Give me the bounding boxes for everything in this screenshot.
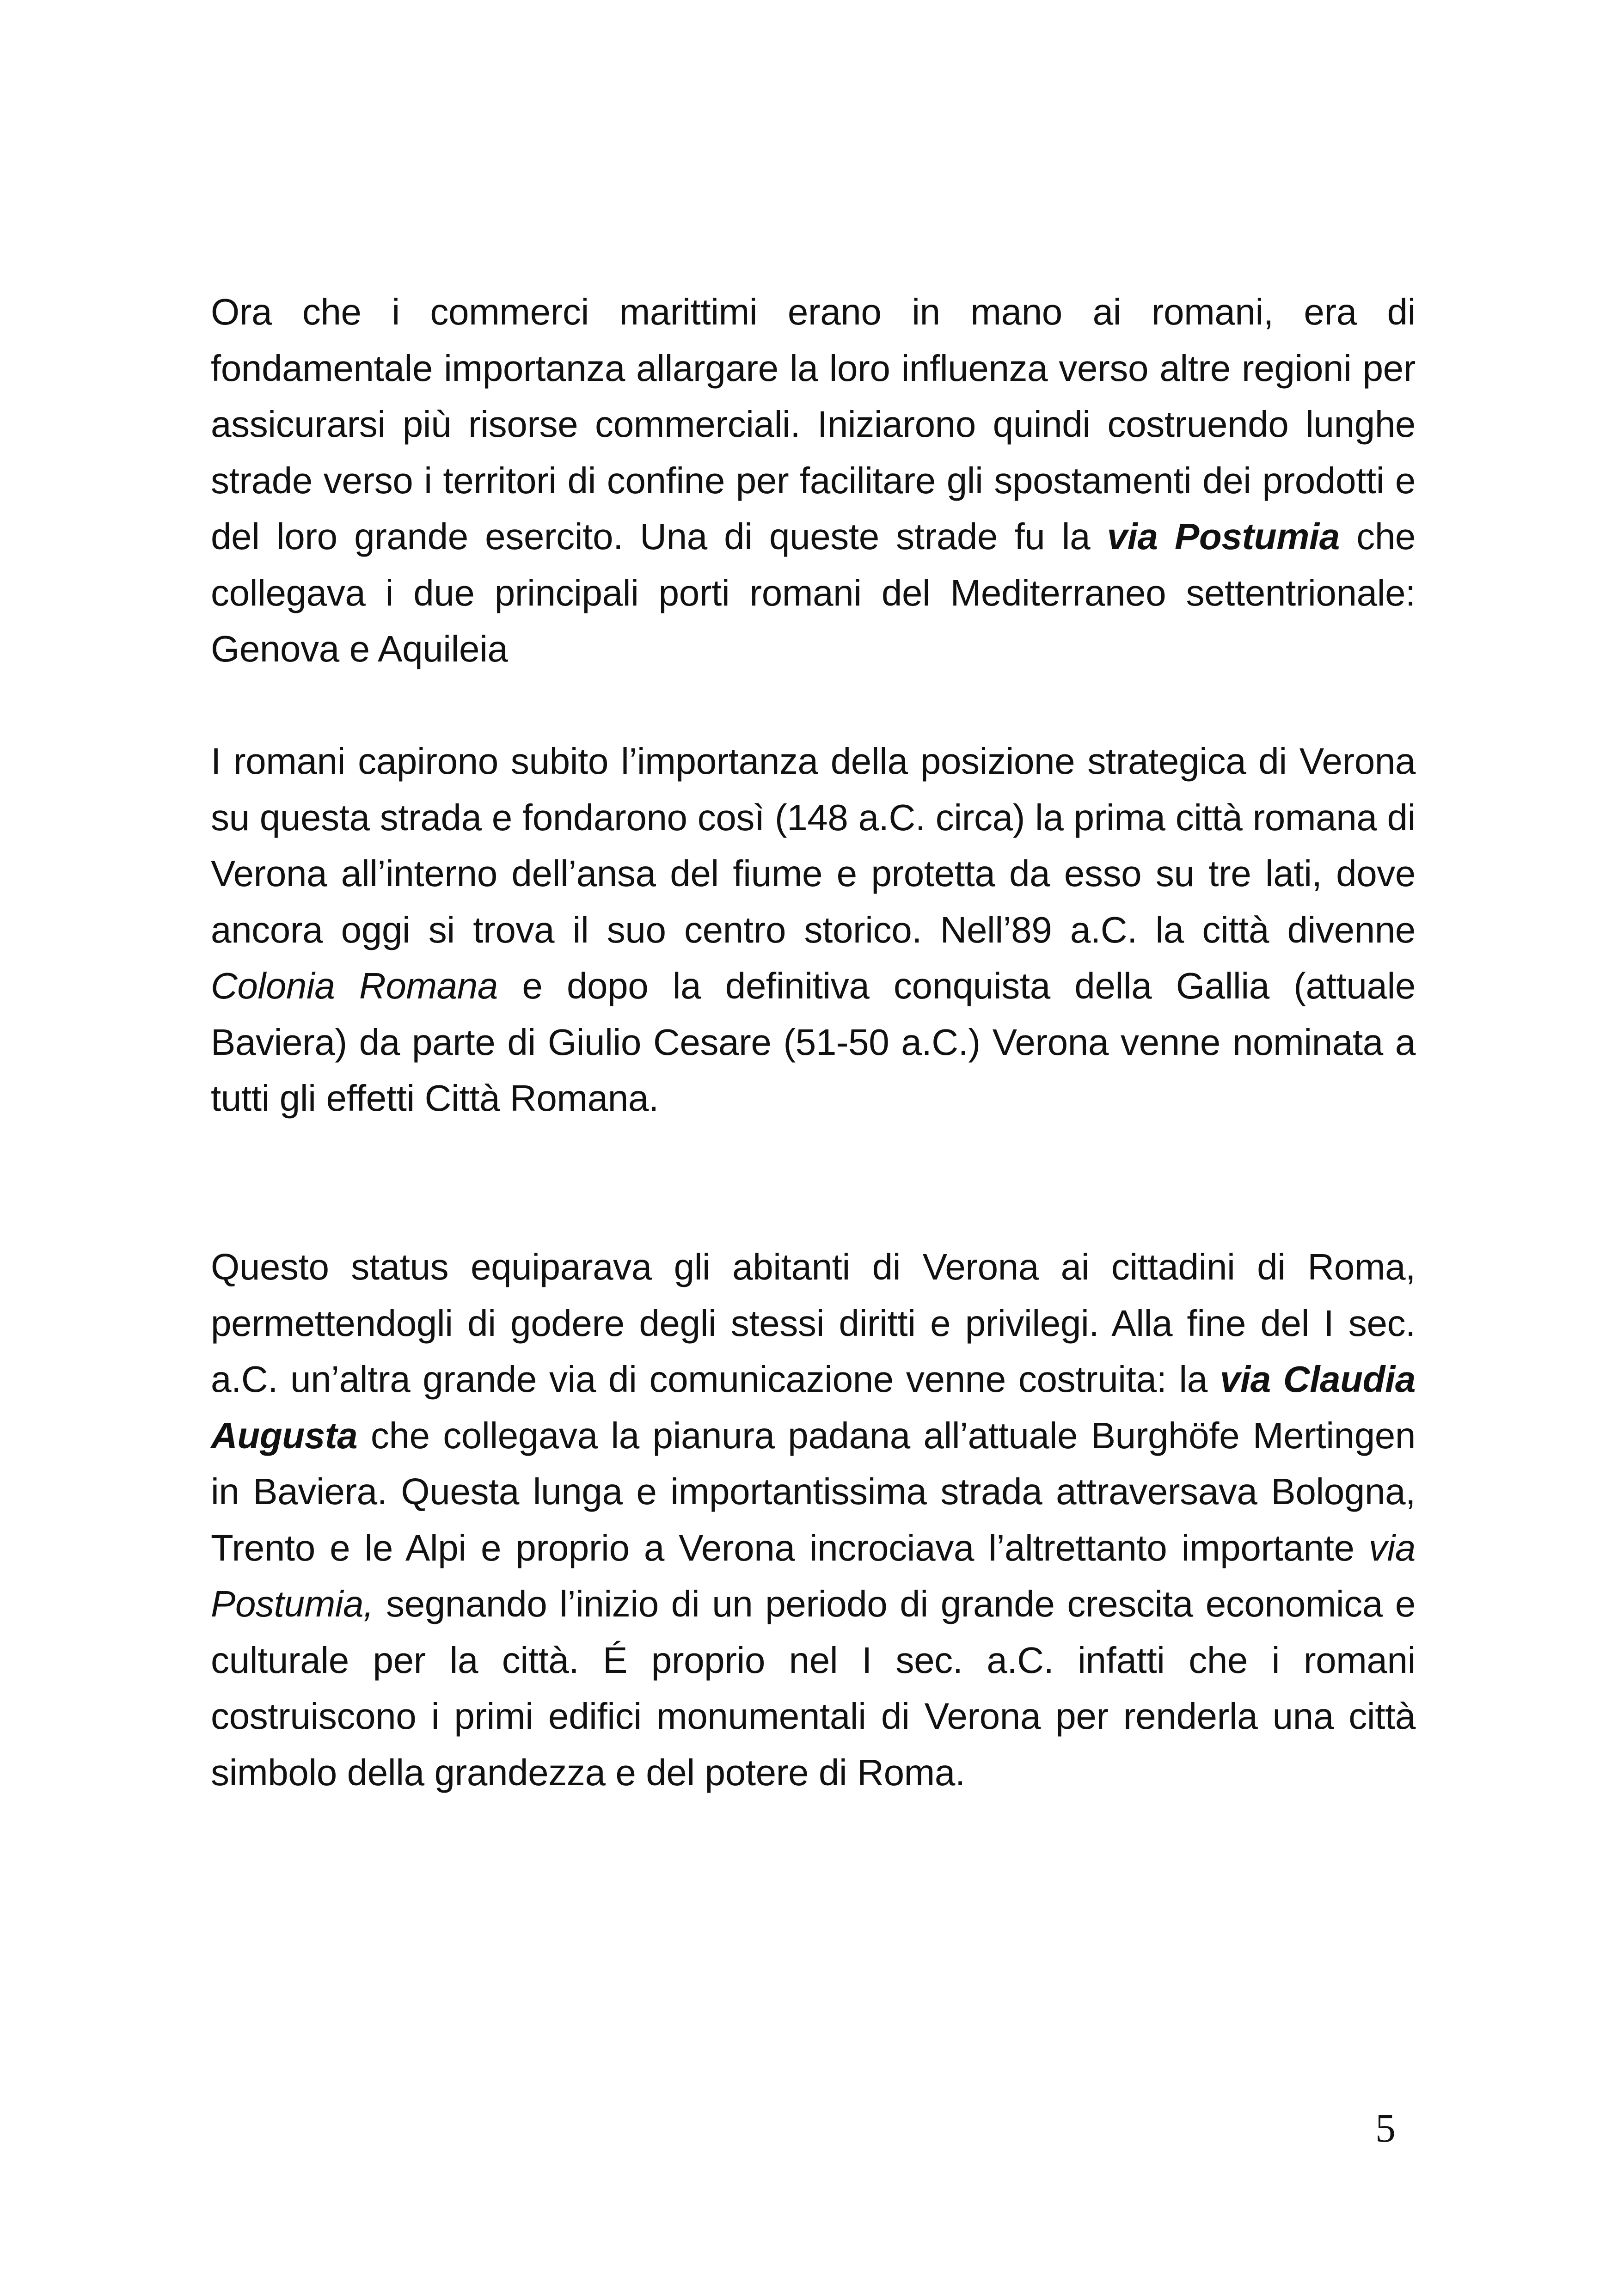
paragraph-3-text-c: segnando l’inizio di un periodo di grande crescita economica e culturale per la città. É proprio nel I sec. a.C. infatti che i romani costruiscono i primi edifici monumentali di Verona per renderla una città simbolo della grandezza e del potere di Roma. bbox=[211, 1583, 1416, 1793]
paragraph-2 bbox=[211, 733, 1416, 1127]
via-postumia-term: via Postumia bbox=[1107, 516, 1340, 557]
via-postumia-italic-term: via Postumia, bbox=[211, 1527, 1416, 1624]
colonia-romana-term: Colonia Romana bbox=[211, 965, 498, 1006]
paragraph-text bbox=[211, 733, 1416, 1127]
paragraph-3-text-a: Questo status equiparava gli abitanti di Verona ai cittadini di Roma, permettendogli di godere degli stessi diritti e privilegi. Alla fine del I sec. a.C. un’altra grande via di comunicazione venne costruita: la bbox=[211, 1246, 1416, 1400]
paragraph-text bbox=[211, 284, 1416, 677]
paragraph-text bbox=[211, 1239, 1416, 1800]
via-claudia-augusta-term: via Claudia Augusta bbox=[211, 1359, 1416, 1456]
paragraph-1 bbox=[211, 284, 1416, 677]
paragraph-3-text-b: che collegava la pianura padana all’attuale Burghöfe Mertingen in Baviera. Questa lunga e importantissima strada attraversava Bologna, Trento e le Alpi e proprio a Verona incrociava l’altrettanto importante bbox=[211, 1414, 1416, 1568]
paragraph-2-text-b: e dopo la definitiva conquista della Gallia (attuale Baviera) da parte di Giulio Cesare (51-50 a.C.) Verona venne nominata a tutti gli effetti Città Romana. bbox=[211, 965, 1416, 1119]
paragraph-3 bbox=[211, 1239, 1416, 1800]
page-number: 5 bbox=[1375, 2106, 1396, 2151]
paragraph-2-text-a: I romani capirono subito l’importanza della posizione strategica di Verona su questa strada e fondarono così (148 a.C. circa) la prima città romana di Verona all’interno dell’ansa del fiume e protetta da esso su tre lati, dove ancora oggi si trova il suo centro storico. Nell’89 a.C. la città divenne bbox=[211, 741, 1416, 950]
paragraph-1-text-b: che collegava i due principali porti romani del Mediterraneo settentrionale: Genova e Aquileia bbox=[211, 516, 1416, 669]
paragraph-1-text-a: Ora che i commerci marittimi erano in mano ai romani, era di fondamentale importanza allargare la loro influenza verso altre regioni per assicurarsi più risorse commerciali. Iniziarono quindi costruendo lunghe strade verso i territori di confine per facilitare gli spostamenti dei prodotti e del loro grande esercito. Una di queste strade fu la bbox=[211, 291, 1416, 557]
